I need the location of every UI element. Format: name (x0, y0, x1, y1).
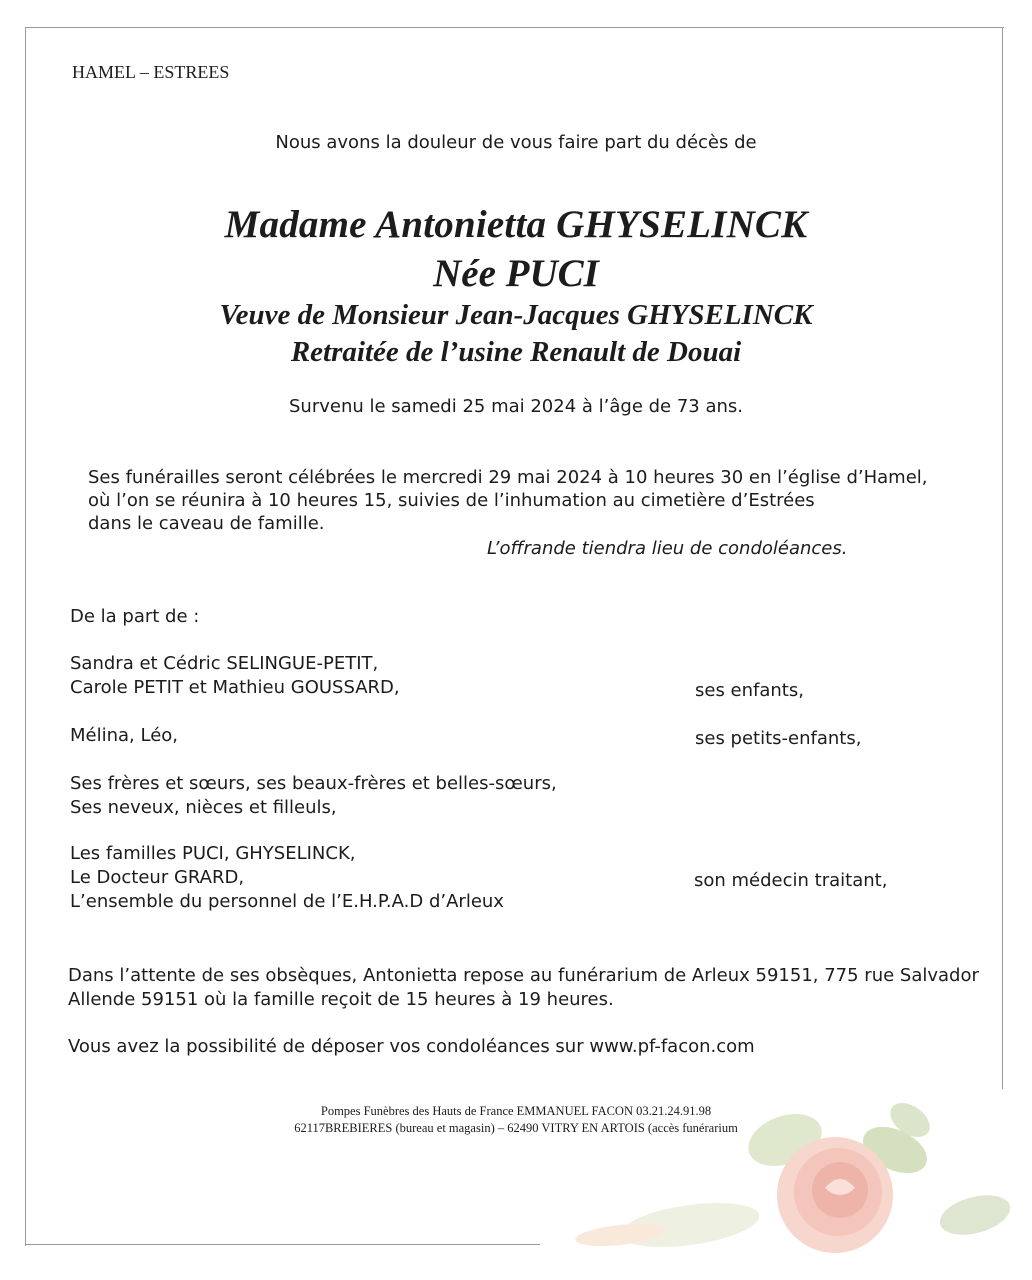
occupation: Retraitée de l’usine Renault de Douai (290, 336, 742, 368)
rose-illustration (570, 1100, 1010, 1260)
family-name-line: Ses neveux, nièces et filleuls, (70, 797, 337, 818)
footer-line: 62117BREBIERES (bureau et magasin) – 62490 VITRY EN ARTOIS (accès funérarium (294, 1121, 738, 1135)
funeral-line: dans le caveau de famille. (88, 513, 325, 534)
relation-label: son médecin traitant, (694, 870, 888, 891)
from-heading: De la part de : (70, 606, 200, 627)
family-group-children (70, 652, 400, 700)
family-name-line: Mélina, Léo, (70, 725, 179, 746)
widow-of: Veuve de Monsieur Jean-Jacques GHYSELINCK (219, 299, 813, 331)
family-name-line: Les familles PUCI, GHYSELINCK, (70, 843, 356, 864)
location-header: HAMEL – ESTREES (72, 62, 230, 82)
family-group-siblings (70, 772, 557, 820)
condolences-notice: Vous avez la possibilité de déposer vos condoléances sur www.pf-facon.com (68, 1036, 755, 1057)
deceased-name: Madame Antonietta GHYSELINCK (224, 203, 808, 246)
footer-line: Pompes Funèbres des Hauts de France EMMANUEL FACON 03.21.24.91.98 (320, 1104, 712, 1118)
relation-label: ses petits-enfants, (695, 728, 862, 749)
funerarium-notice (68, 964, 979, 1012)
family-group-grandchildren (70, 724, 178, 748)
page-border-right (1002, 27, 1003, 1089)
family-name-line: Le Docteur GRARD, (70, 867, 245, 888)
relation-label: ses enfants, (695, 680, 804, 701)
notice-line: Dans l’attente de ses obsèques, Antonietta repose au funérarium de Arleux 59151, 775 rue Salvador (68, 965, 979, 986)
leaf-shape (936, 1188, 1010, 1241)
funeral-line: où l’on se réunira à 10 heures 15, suivies de l’inhumation au cimetière d’Estrées (88, 490, 815, 511)
family-name-line: L’ensemble du personnel de l’E.H.P.A.D d’Arleux (70, 891, 504, 912)
family-name-line: Carole PETIT et Mathieu GOUSSARD, (70, 677, 400, 698)
death-date: Survenu le samedi 25 mai 2024 à l’âge de 73 ans. (288, 396, 744, 417)
family-name-line: Sandra et Cédric SELINGUE-PETIT, (70, 653, 379, 674)
offering-note: L’offrande tiendra lieu de condoléances. (487, 538, 848, 559)
notice-line: Allende 59151 où la famille reçoit de 15 heures à 19 heures. (68, 989, 614, 1010)
family-name-line: Ses frères et sœurs, ses beaux-frères et belles-sœurs, (70, 773, 557, 794)
funeral-details (88, 466, 928, 535)
page-border-bottom (25, 1244, 540, 1245)
intro-line: Nous avons la douleur de vous faire part du décès de (275, 132, 757, 153)
funeral-line: Ses funérailles seront célébrées le mercredi 29 mai 2024 à 10 heures 30 en l’église d’Hamel, (88, 467, 928, 488)
family-group-others (70, 842, 504, 914)
maiden-name: Née PUCI (433, 252, 599, 295)
